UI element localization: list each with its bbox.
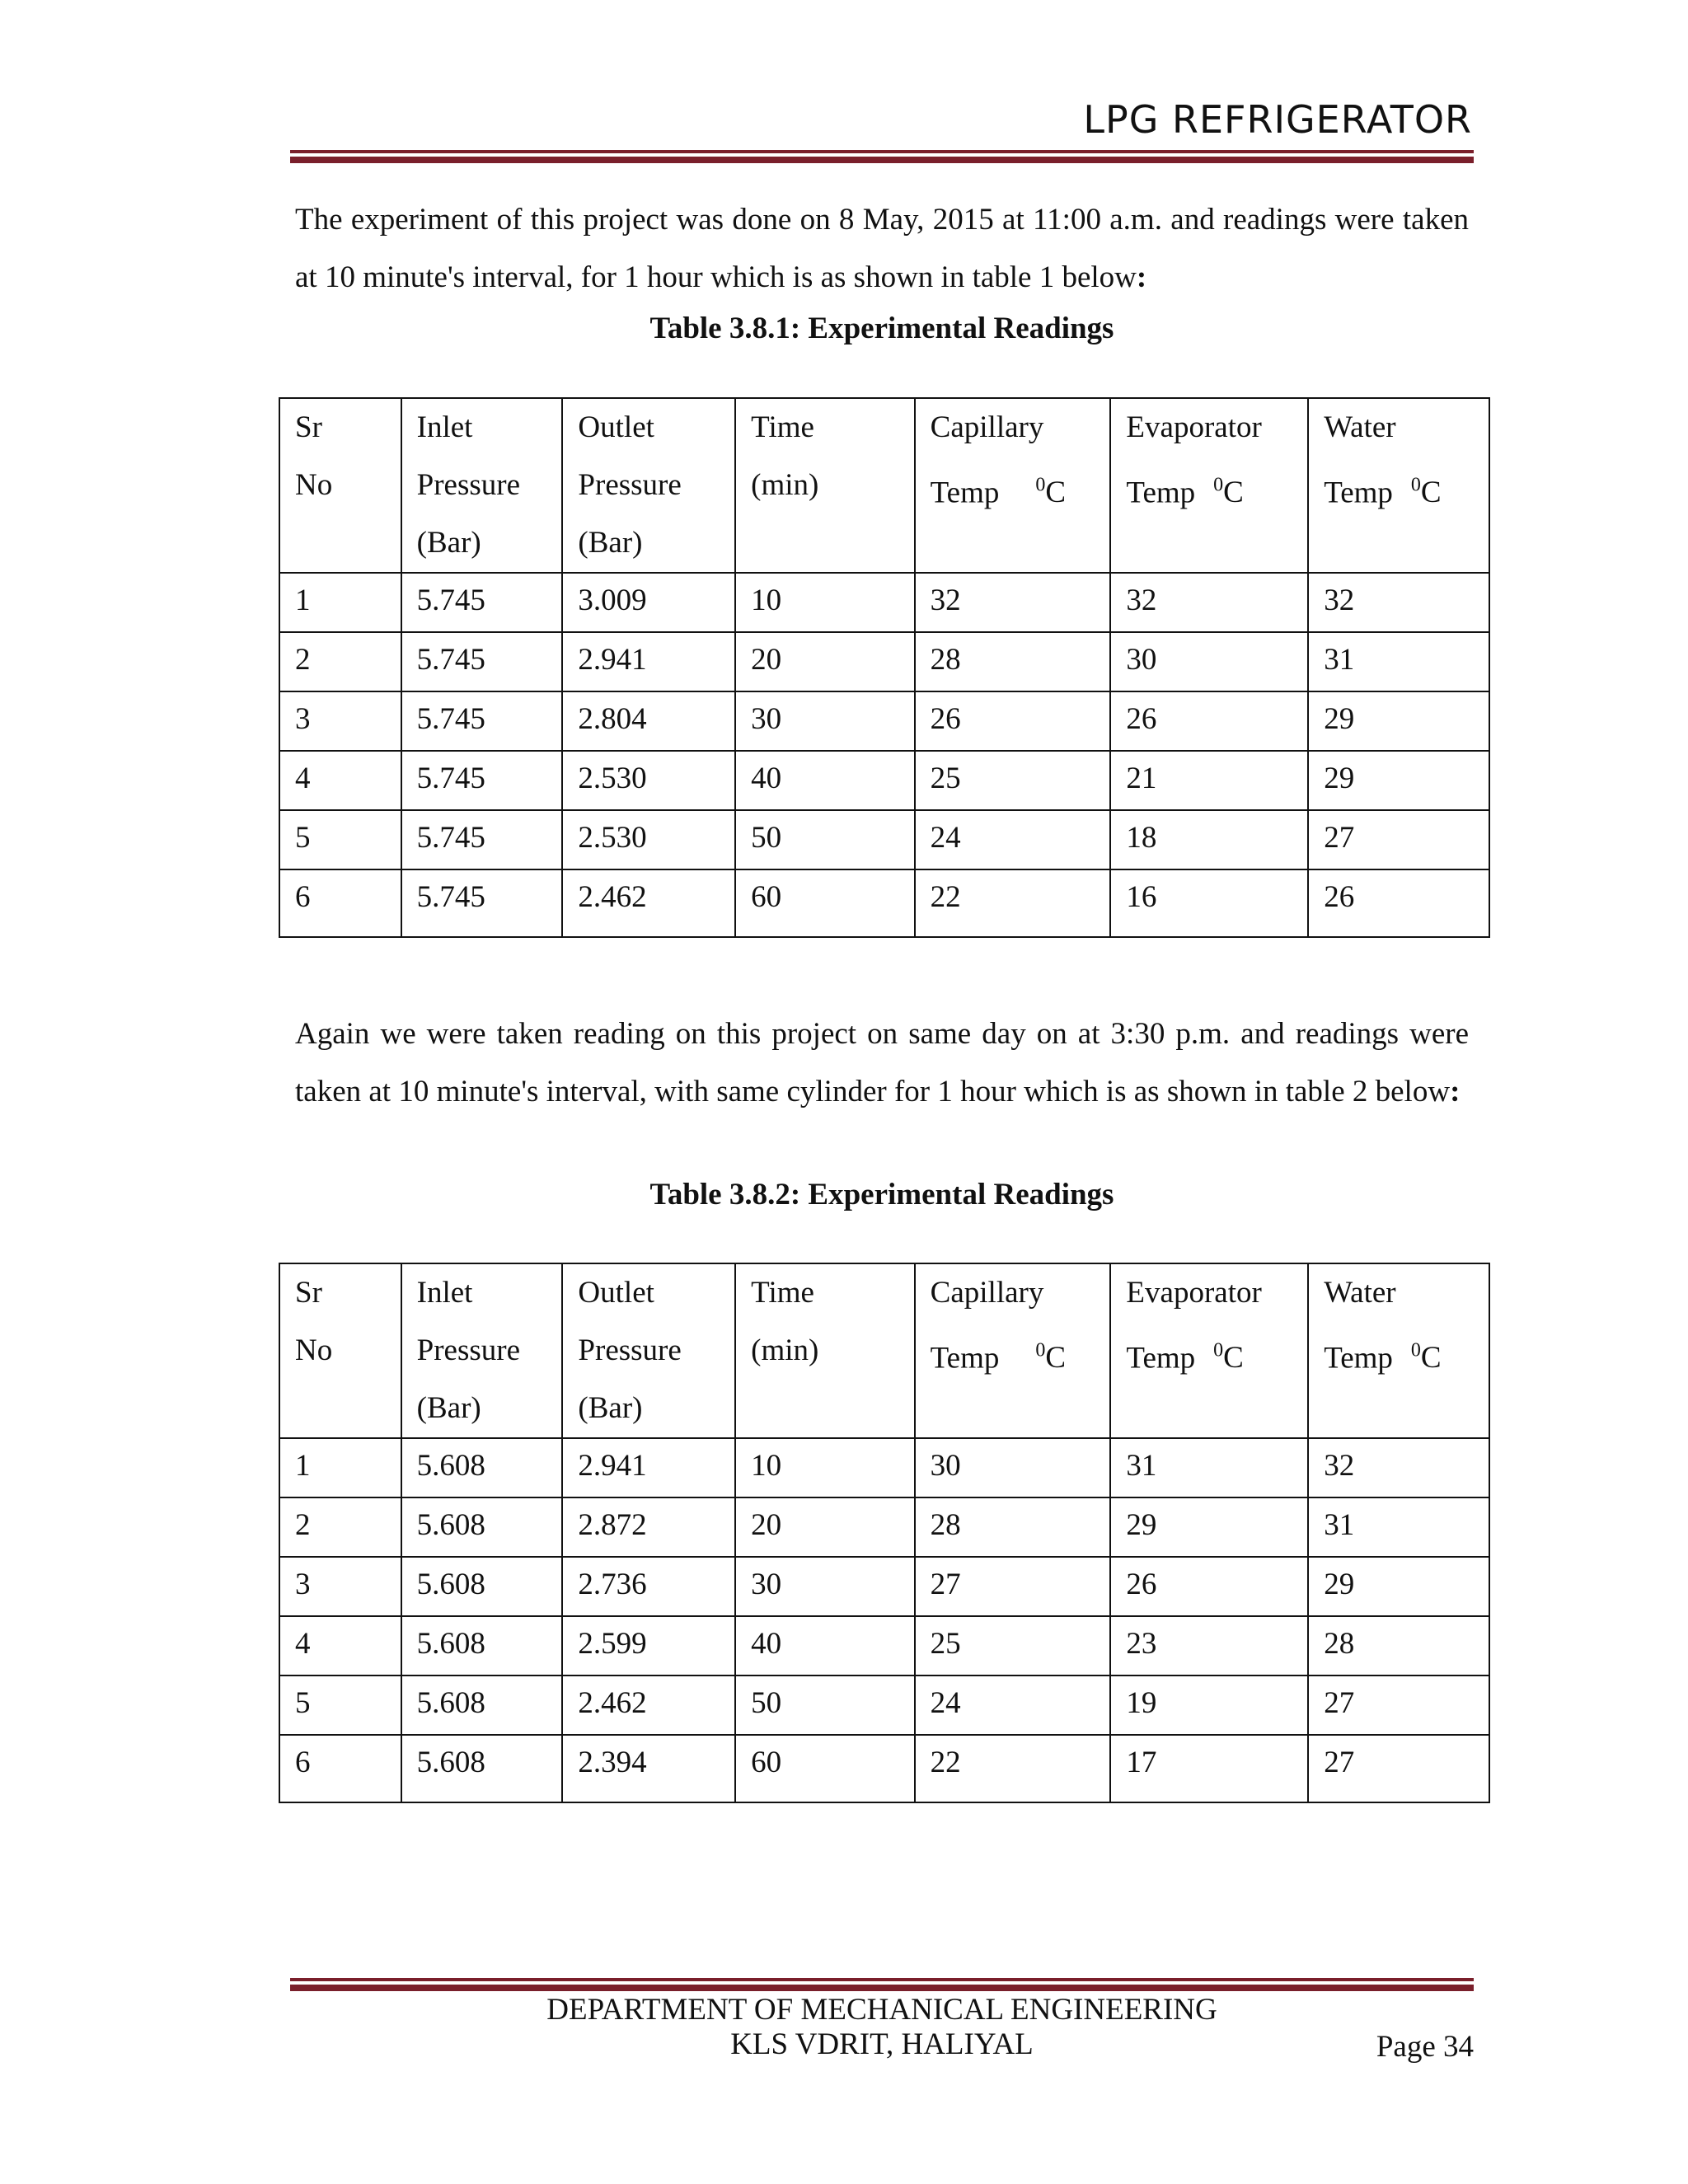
table-cell: 30 — [1110, 632, 1308, 691]
table-header-line: No — [295, 468, 333, 502]
paragraph-intro-2-colon: : — [1450, 1075, 1461, 1108]
degree-letter: C — [1420, 1341, 1442, 1376]
table-cell: 27 — [1308, 810, 1489, 869]
table-header-line: (min) — [751, 1333, 819, 1367]
degree-celsius-unit — [1411, 1341, 1442, 1375]
paragraph-intro-2 — [295, 1005, 1469, 1121]
table-cell: 5 — [279, 810, 401, 869]
page-header-title: LPG REFRIGERATOR — [1083, 97, 1472, 142]
header-rule — [290, 150, 1474, 163]
degree-celsius-unit — [1411, 476, 1442, 509]
table-header-line: Capillary — [930, 1276, 1044, 1310]
table-cell: 50 — [735, 810, 915, 869]
table-row — [279, 751, 1489, 810]
table-header-line: Outlet — [578, 410, 654, 444]
table-cell: 4 — [279, 1616, 401, 1675]
table-header-line: (Bar) — [578, 526, 643, 560]
degree-letter: C — [1223, 1341, 1244, 1376]
table-cell: 3.009 — [562, 573, 735, 632]
table-header-cell — [401, 398, 563, 573]
table-cell: 2.530 — [562, 751, 735, 810]
table-row — [279, 810, 1489, 869]
table-cell: 5.608 — [401, 1735, 563, 1802]
table-cell: 24 — [915, 1675, 1111, 1735]
table-cell: 10 — [735, 1438, 915, 1497]
table-header-cell — [735, 1263, 915, 1438]
degree-celsius-unit — [1035, 476, 1066, 509]
degree-celsius-unit — [1213, 476, 1244, 509]
table-cell: 5 — [279, 1675, 401, 1735]
table-cell: 24 — [915, 810, 1111, 869]
table-cell: 30 — [735, 1557, 915, 1616]
table-cell: 2.736 — [562, 1557, 735, 1616]
table-header-line: Pressure — [416, 468, 521, 502]
table-cell: 30 — [915, 1438, 1111, 1497]
table-cell: 5.608 — [401, 1497, 563, 1557]
paragraph-intro-1 — [295, 191, 1469, 307]
table-cell: 28 — [1308, 1616, 1489, 1675]
table-cell: 32 — [1308, 1438, 1489, 1497]
degree-superscript: 0 — [1213, 475, 1224, 496]
table-row — [279, 869, 1489, 937]
table-header-cell — [735, 398, 915, 573]
table-cell: 22 — [915, 1735, 1111, 1802]
table-cell: 5.745 — [401, 810, 563, 869]
table-header-line: Pressure — [578, 1333, 682, 1367]
table-cell: 2.941 — [562, 1438, 735, 1497]
table-cell: 2 — [279, 632, 401, 691]
table-cell: 18 — [1110, 810, 1308, 869]
table-cell: 6 — [279, 869, 401, 937]
table-cell: 2.872 — [562, 1497, 735, 1557]
table-cell: 60 — [735, 869, 915, 937]
degree-letter: C — [1045, 476, 1067, 510]
table-header-cell — [1308, 1263, 1489, 1438]
table-header-cell — [1308, 398, 1489, 573]
table-cell: 50 — [735, 1675, 915, 1735]
table-cell: 6 — [279, 1735, 401, 1802]
table-cell: 10 — [735, 573, 915, 632]
table-header-text: Temp — [1126, 476, 1196, 510]
table-cell: 25 — [915, 1616, 1111, 1675]
table-cell: 5.745 — [401, 573, 563, 632]
table-cell: 26 — [1308, 869, 1489, 937]
table-cell: 5.745 — [401, 632, 563, 691]
table-header-cell — [401, 1263, 563, 1438]
table-header-line: Capillary — [930, 410, 1044, 444]
degree-letter: C — [1420, 476, 1442, 510]
table-row — [279, 573, 1489, 632]
table-header-line: Sr — [295, 410, 322, 444]
table-header-line: No — [295, 1333, 333, 1367]
degree-superscript: 0 — [1035, 1340, 1046, 1361]
table-header-text: Temp — [1324, 1341, 1393, 1376]
table-row — [279, 1675, 1489, 1735]
table-cell: 29 — [1308, 751, 1489, 810]
readings-table-2 — [279, 1263, 1490, 1803]
table-2-caption: Table 3.8.2: Experimental Readings — [649, 1178, 1114, 1212]
table-header-line: (min) — [751, 468, 819, 502]
table-header-line — [1126, 1322, 1307, 1387]
table-header-line: Inlet — [416, 410, 473, 444]
table-cell: 2.941 — [562, 632, 735, 691]
table-header-line: Water — [1324, 1276, 1396, 1310]
table-header-line: Inlet — [416, 1276, 473, 1310]
table-cell: 5.608 — [401, 1616, 563, 1675]
table-header-cell — [915, 398, 1111, 573]
table-cell: 29 — [1308, 691, 1489, 751]
table-header-line: Time — [751, 410, 814, 444]
table-header-line: Water — [1324, 410, 1396, 444]
table-header-line — [931, 1322, 1110, 1387]
table-cell: 25 — [915, 751, 1111, 810]
table-cell: 20 — [735, 632, 915, 691]
table-cell: 3 — [279, 691, 401, 751]
table-row — [279, 1497, 1489, 1557]
degree-celsius-unit — [1035, 1341, 1066, 1375]
table-cell: 29 — [1308, 1557, 1489, 1616]
table-cell: 1 — [279, 1438, 401, 1497]
table-cell: 16 — [1110, 869, 1308, 937]
table-cell: 3 — [279, 1557, 401, 1616]
table-cell: 27 — [1308, 1675, 1489, 1735]
table-header-cell — [915, 1263, 1111, 1438]
table-cell: 2 — [279, 1497, 401, 1557]
table-cell: 17 — [1110, 1735, 1308, 1802]
degree-superscript: 0 — [1410, 475, 1421, 496]
page-number: Page 34 — [1376, 2030, 1474, 2064]
table-header-line: (Bar) — [416, 526, 481, 560]
table-header-row — [279, 1263, 1489, 1438]
table-header-line: Evaporator — [1126, 1276, 1262, 1310]
table-header-cell — [1110, 398, 1308, 573]
table-cell: 28 — [915, 632, 1111, 691]
table-cell: 31 — [1308, 632, 1489, 691]
table-cell: 27 — [1308, 1735, 1489, 1802]
paragraph-intro-1-colon: : — [1136, 260, 1147, 294]
table-header-line: Pressure — [578, 468, 682, 502]
table-header-line: (Bar) — [416, 1391, 481, 1425]
table-header-line: (Bar) — [578, 1391, 643, 1425]
table-cell: 31 — [1308, 1497, 1489, 1557]
table-cell: 2.530 — [562, 810, 735, 869]
table-header-cell — [279, 398, 401, 573]
degree-celsius-unit — [1213, 1341, 1244, 1375]
table-header-line: Pressure — [416, 1333, 521, 1367]
table-header-cell — [279, 1263, 401, 1438]
table-cell: 40 — [735, 1616, 915, 1675]
table-cell: 30 — [735, 691, 915, 751]
table-header-line — [931, 457, 1110, 522]
table-header-line — [1324, 457, 1489, 522]
readings-table-1 — [279, 397, 1490, 938]
table-cell: 5.608 — [401, 1557, 563, 1616]
table-header-text: Temp — [1126, 1341, 1196, 1376]
table-cell: 5.608 — [401, 1438, 563, 1497]
table-cell: 4 — [279, 751, 401, 810]
table-row — [279, 1438, 1489, 1497]
table-header-line: Time — [751, 1276, 814, 1310]
table-row — [279, 1735, 1489, 1802]
table-header-line: Outlet — [578, 1276, 654, 1310]
table-cell: 26 — [1110, 691, 1308, 751]
table-row — [279, 1616, 1489, 1675]
footer-rule — [290, 1978, 1474, 1991]
table-header-cell — [1110, 1263, 1308, 1438]
table-row — [279, 1557, 1489, 1616]
table-cell: 40 — [735, 751, 915, 810]
table-cell: 27 — [915, 1557, 1111, 1616]
table-cell: 26 — [1110, 1557, 1308, 1616]
table-1-caption: Table 3.8.1: Experimental Readings — [649, 312, 1114, 345]
table-cell: 21 — [1110, 751, 1308, 810]
table-cell: 32 — [915, 573, 1111, 632]
paragraph-intro-1-text: The experiment of this project was done on 8 May, 2015 at 11:00 a.m. and readings were taken at 10 minute's interval, for 1 hour which is as shown in table 1 below — [295, 203, 1469, 294]
paragraph-intro-2-text: Again we were taken reading on this project on same day on at 3:30 p.m. and readings were taken at 10 minute's interval, with same cylinder for 1 hour which is as shown in table 2 below — [295, 1017, 1469, 1108]
table-cell: 32 — [1110, 573, 1308, 632]
table-header-line — [1324, 1322, 1489, 1387]
table-cell: 2.462 — [562, 869, 735, 937]
table-cell: 2.599 — [562, 1616, 735, 1675]
table-cell: 60 — [735, 1735, 915, 1802]
table-cell: 5.745 — [401, 751, 563, 810]
table-cell: 19 — [1110, 1675, 1308, 1735]
degree-superscript: 0 — [1410, 1340, 1421, 1361]
table-cell: 26 — [915, 691, 1111, 751]
table-cell: 1 — [279, 573, 401, 632]
table-cell: 5.745 — [401, 691, 563, 751]
table-header-text: Temp — [1324, 476, 1393, 510]
table-header-row — [279, 398, 1489, 573]
footer-department: DEPARTMENT OF MECHANICAL ENGINEERING — [546, 1993, 1217, 2027]
table-cell: 2.462 — [562, 1675, 735, 1735]
table-cell: 23 — [1110, 1616, 1308, 1675]
footer-institute: KLS VDRIT, HALIYAL — [730, 2027, 1034, 2061]
table-row — [279, 632, 1489, 691]
table-cell: 32 — [1308, 573, 1489, 632]
table-cell: 20 — [735, 1497, 915, 1557]
table-header-cell — [562, 398, 735, 573]
table-cell: 22 — [915, 869, 1111, 937]
degree-letter: C — [1045, 1341, 1067, 1376]
table-header-cell — [562, 1263, 735, 1438]
table-cell: 31 — [1110, 1438, 1308, 1497]
table-cell: 2.394 — [562, 1735, 735, 1802]
degree-letter: C — [1223, 476, 1244, 510]
table-header-line — [1126, 457, 1307, 522]
table-cell: 29 — [1110, 1497, 1308, 1557]
table-header-text: Temp — [930, 476, 1000, 510]
table-cell: 28 — [915, 1497, 1111, 1557]
table-cell: 5.608 — [401, 1675, 563, 1735]
table-row — [279, 691, 1489, 751]
degree-superscript: 0 — [1035, 475, 1046, 496]
table-header-line: Evaporator — [1126, 410, 1262, 444]
table-header-text: Temp — [930, 1341, 1000, 1376]
table-header-line: Sr — [295, 1276, 322, 1310]
degree-superscript: 0 — [1213, 1340, 1224, 1361]
table-cell: 2.804 — [562, 691, 735, 751]
table-cell: 5.745 — [401, 869, 563, 937]
